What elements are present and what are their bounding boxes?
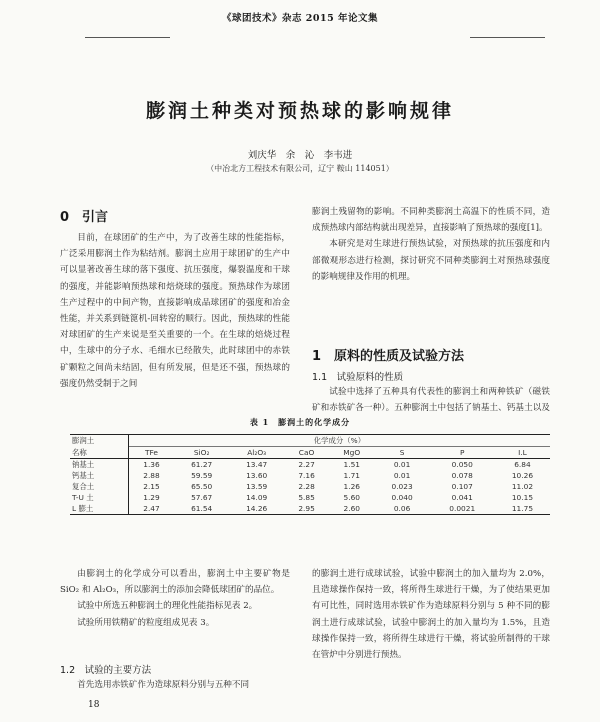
method-text [60, 677, 290, 694]
table-cell: 6.84 [514, 459, 531, 469]
table-cell: 0.050 [451, 459, 473, 469]
table-cell: 2.95 [284, 503, 329, 515]
table-cell: 2.28 [298, 481, 315, 491]
research-aim-paragraph: 本研究是对生球进行预热试验，对预热球的抗压强度和内部微观形态进行检测，探讨研究不同种类膨润土对预热球强度的影响规律及作用的机理。 [312, 239, 550, 282]
table-cell: 0.06 [375, 503, 430, 515]
row-name: 钠基土 [70, 458, 128, 470]
table-cell: 1.51 [343, 459, 360, 469]
table-cell: 2.47 [128, 503, 174, 515]
row-name: 钙基土 [70, 470, 128, 481]
table-cell: 1.26 [343, 481, 360, 491]
column-header: Al₂O₃ [229, 447, 284, 459]
row-name: T-U 土 [70, 492, 128, 503]
article-title: 膨润土种类对预热球的影响规律 [145, 100, 454, 122]
column-header: CaO [284, 447, 329, 459]
table-cell: 5.85 [298, 492, 315, 502]
section-0-heading: 0 引言 [60, 210, 109, 225]
table-corner-top: 膨润土 [70, 435, 128, 447]
table-cell: 11.75 [495, 503, 550, 515]
article-affiliation: （中冶北方工程技术有限公司，辽宁 鞍山 114051） [206, 164, 394, 173]
table-row [70, 503, 550, 515]
table-row [70, 470, 550, 481]
table-cell: 13.47 [246, 459, 268, 469]
materials-text [312, 384, 550, 418]
table-cell: 2.27 [298, 459, 315, 469]
table-cell: 0.0021 [430, 503, 495, 515]
table3-reference: 试验所用铁精矿的粒度组成见表 3。 [77, 617, 215, 628]
column-header: SiO₂ [174, 447, 229, 459]
table-cell: 61.54 [174, 503, 229, 515]
table-cell: 1.36 [143, 459, 160, 469]
method-paragraph: 首先选用赤铁矿作为造球原料分别与五种不同 [77, 680, 250, 690]
column-header: MgO [329, 447, 375, 459]
article-authors: 刘庆华 余 沁 李韦进 [247, 150, 353, 161]
column-header: P [430, 447, 495, 459]
table-cell: 0.040 [391, 492, 413, 502]
row-name: 复合土 [70, 481, 128, 492]
header-rule-left [85, 37, 170, 38]
table-cell: 0.041 [451, 492, 473, 502]
journal-header: 《球团技术》杂志 2015 年论文集 [221, 13, 379, 24]
table-cell: 1.29 [143, 492, 160, 502]
table-cell: 7.16 [298, 470, 315, 480]
table-cell: 59.59 [191, 470, 213, 480]
table-cell: 65.50 [191, 481, 213, 491]
intro-paragraph: 目前，在球团矿的生产中，为了改善生球的性能指标，广泛采用膨润土作为粘结剂。膨润土应用于球团矿的生产中可以显著改善生球的落下强度、抗压强度，爆裂温度和干球的强度，并能影响预热球和焙烧球的强度。预热球作为球团生产过程中的中间产物，直接影响成品球团矿的强度和冶金性能，并关系到链篦机-回转窑的顺行。因此，预热球的性能对球团矿的生产来说是至关重要的一个。在生球的焙烧过程中，生球中的分子水、毛细水已经散失，此时球团中的赤铁矿颗粒之间尚未结固，但有所发展，但是还不强，预热球的强度仍然受制于之间 [60, 233, 290, 389]
materials-paragraph: 试验中选择了五种具有代表性的膨润土和两种铁矿（磁铁矿和赤铁矿各一种）。五种膨润土中包括了钠基土、钙基土以及 [312, 387, 550, 414]
section-1-heading: 1 原料的性质及试验方法 [312, 349, 465, 364]
table-row [70, 492, 550, 503]
row-name: L 膨土 [70, 503, 128, 515]
table-cell: 14.26 [229, 503, 284, 515]
intro-paragraph-continued: 膨润土残留物的影响。不同种类膨润土高温下的性质不同，造成预热球内部结构就出现差异，直接影响了预热球的强度[1]。 [312, 207, 550, 234]
table-cell: 13.60 [246, 470, 268, 480]
table-cell: 0.01 [393, 459, 411, 469]
table-cell: 5.60 [343, 492, 360, 502]
table-cell: 10.15 [511, 492, 534, 502]
table2-reference: 试验中所选五种膨润土的理化性能指标见表 2。 [77, 601, 258, 612]
table-corner-bottom: 名称 [70, 447, 128, 459]
table-cell: 2.60 [329, 503, 375, 515]
table-cell: 14.09 [246, 492, 268, 502]
table-cell: 0.01 [393, 470, 411, 480]
table-cell: 2.88 [143, 470, 160, 480]
table-cell: 11.02 [511, 481, 534, 491]
procedure-paragraph: 的膨润土进行成球试验，试验中膨润土的加入量均为 2.0%，且造球操作保持一致，将所得生球进行干燥，为了使结果更加有可比性，同时选用赤铁矿作为造球原料分别与 5 种不同的膨润土进行成球试验，试验中膨润土的加入量均为 1.5%，且造球操作保持一致，将所得生球进行干燥，将试验所制得的干球在管炉中分别进行预热。 [312, 569, 550, 661]
chemical-composition-table [70, 434, 550, 515]
left-column-text [60, 230, 290, 410]
column-header: TFe [128, 447, 174, 459]
table-caption: 表 1 膨润土的化学成分 [249, 417, 351, 427]
bottom-right-text [312, 566, 550, 696]
table-row [70, 481, 550, 492]
column-header: I.L [495, 447, 550, 459]
subsection-1-2-heading: 1.2 试验的主要方法 [60, 665, 152, 676]
table-row [70, 458, 550, 470]
right-column-text [312, 204, 550, 344]
table-group-label: 化学成分（%） [128, 435, 550, 447]
table-cell: 0.107 [451, 481, 473, 491]
table-cell: 57.67 [191, 492, 213, 502]
subsection-1-1-heading: 1.1 试验原料的性质 [312, 372, 404, 383]
column-header: S [375, 447, 430, 459]
table-cell: 13.59 [246, 481, 268, 491]
bottom-left-text [60, 566, 290, 662]
table-cell: 2.15 [143, 481, 160, 491]
table-cell: 0.023 [391, 481, 413, 491]
header-rule-right [470, 37, 545, 38]
table-cell: 0.078 [451, 470, 473, 480]
composition-paragraph: 由膨润土的化学成分可以看出，膨润土中主要矿物是 SiO₂ 和 Al₂O₃，所以膨润土的添加会降低球团矿的品位。 [60, 569, 290, 596]
table-cell: 61.27 [191, 459, 213, 469]
page-number: 18 [88, 700, 100, 710]
table-cell: 10.26 [511, 470, 534, 480]
table-cell: 1.71 [343, 470, 360, 480]
